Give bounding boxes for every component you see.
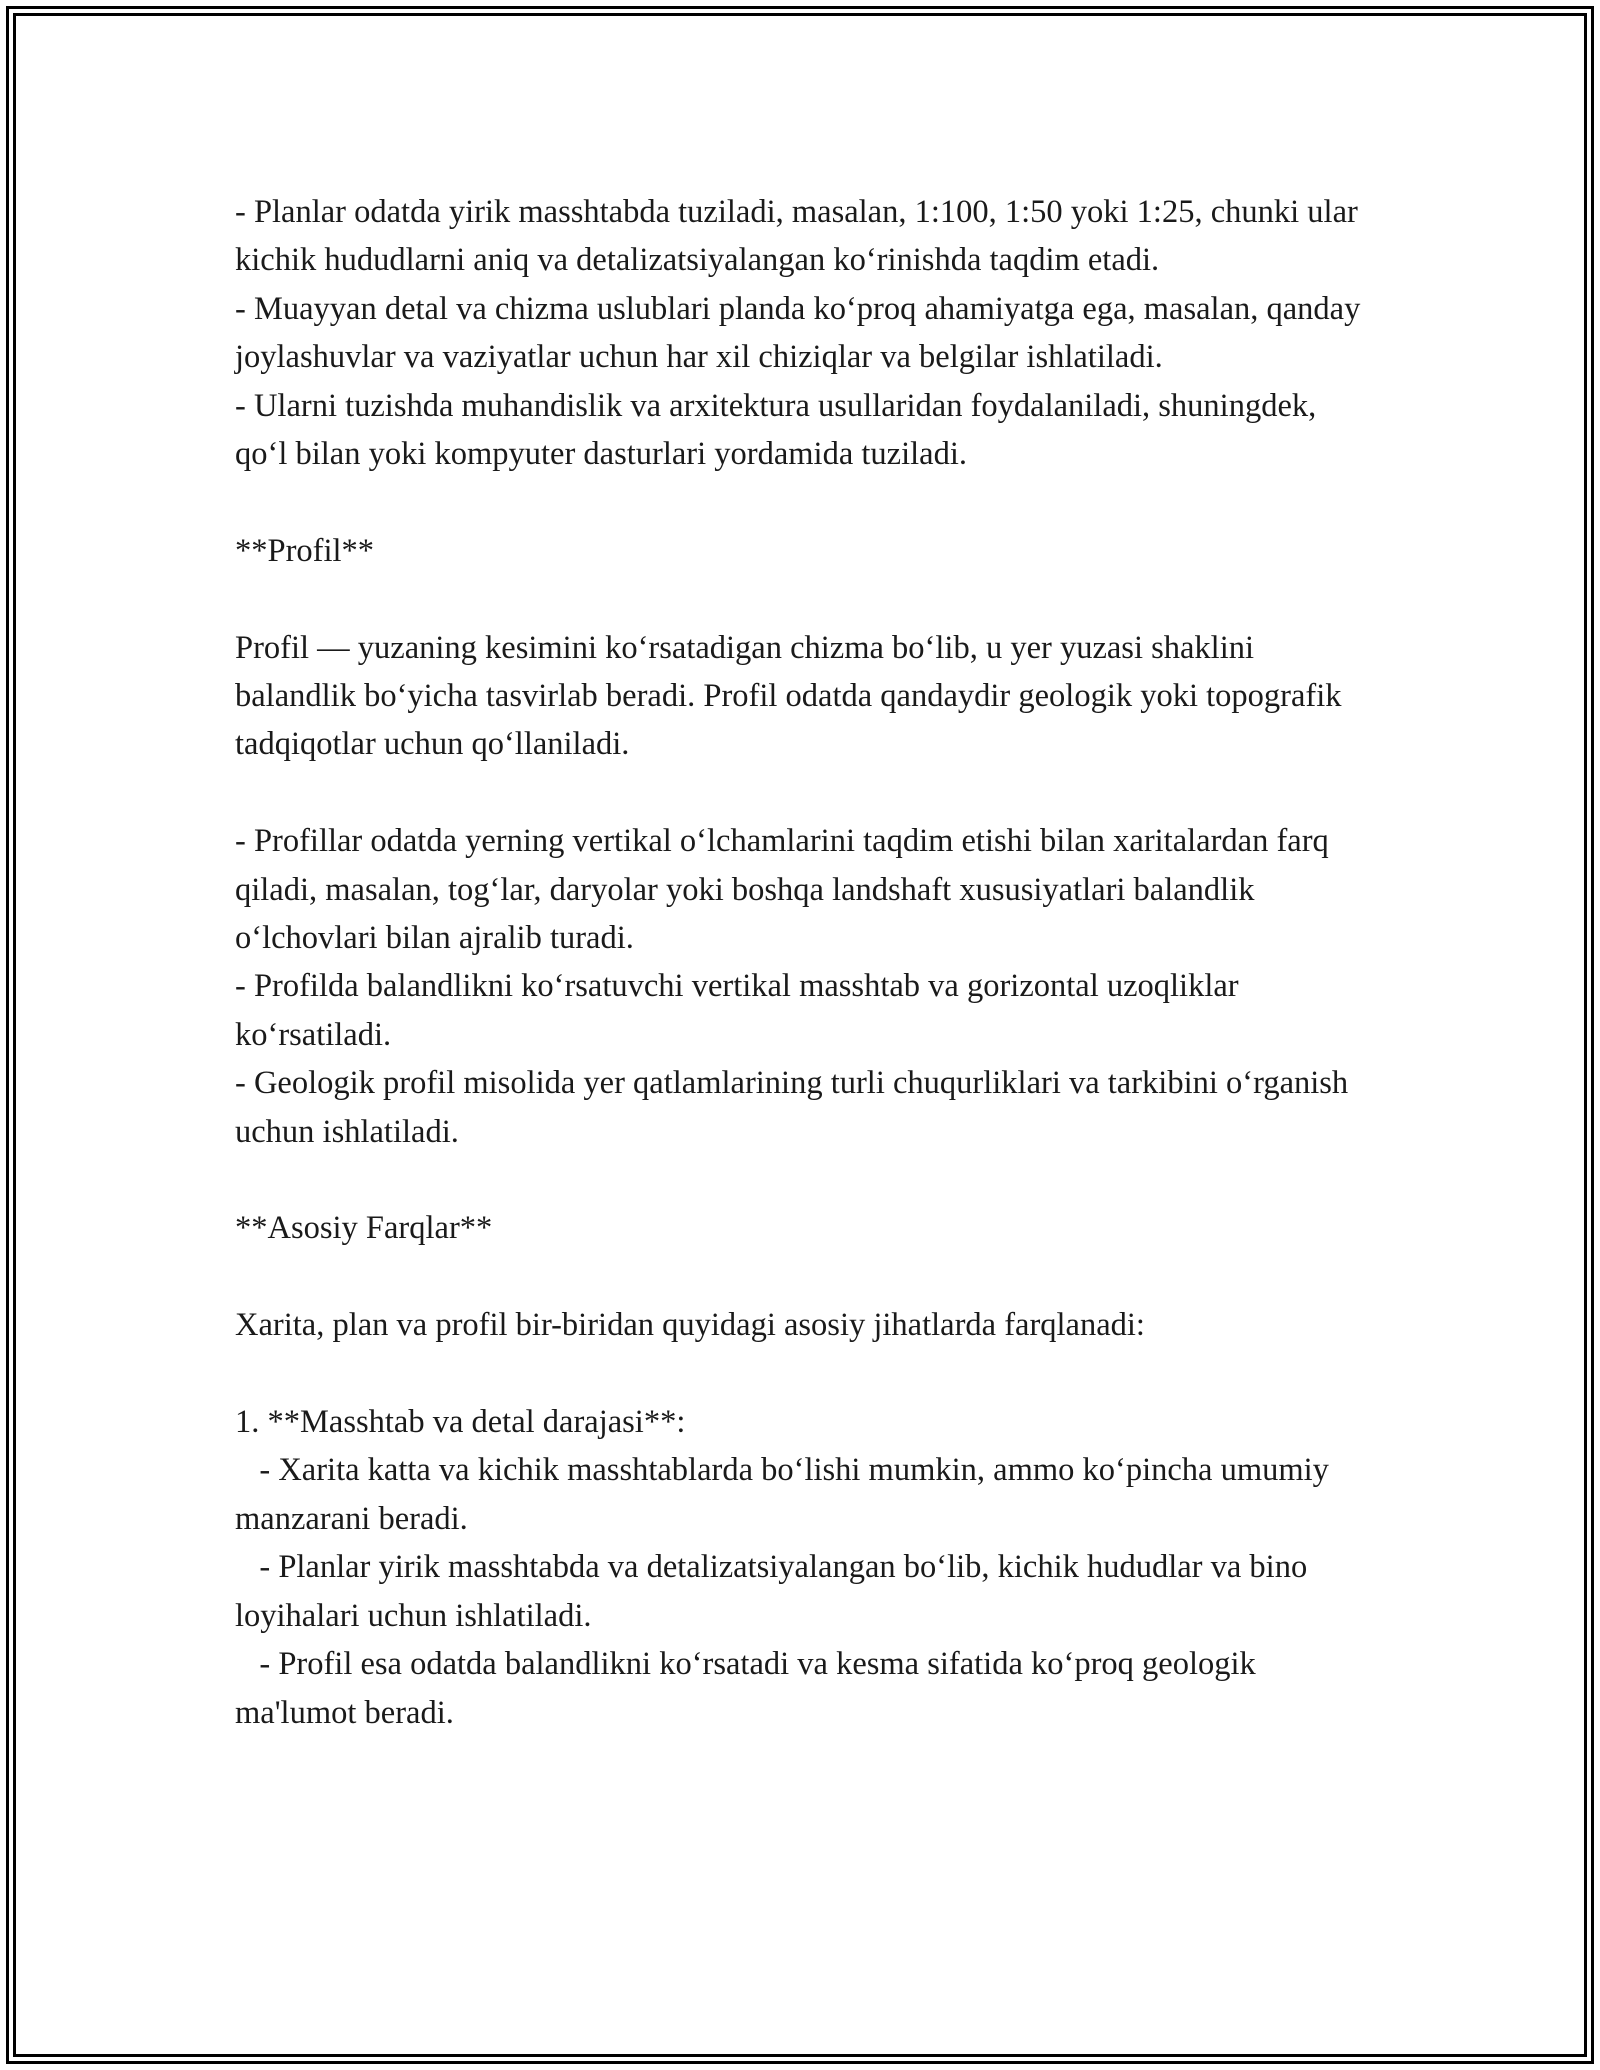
sub-bullet-profile: - Profil esa odatda balandlikni ko‘rsatadi va kesma sifatida ko‘proq geologik ma'lumot beradi. (235, 1646, 1264, 1731)
profil-definition: Profil — yuzaning kesimini ko‘rsatadigan chizma bo‘lib, u yer yuzasi shaklini balandlik bo‘yicha tasvirlab beradi. Profil odatda qandaydir geologik yoki topografik tadqiqotlar uchun qo‘llaniladi. (235, 629, 1350, 763)
profil-bullet-scale: - Profilda balandlikni ko‘rsatuvchi vertikal masshtab va gorizontal uzoqliklar ko‘rsatiladi. (235, 968, 1247, 1053)
sub-bullet-plan: - Planlar yirik masshtabda va detalizatsiyalangan bo‘lib, kichik hududlar va bino loyihalari uchun ishlatiladi. (235, 1549, 1316, 1634)
plan-bullet-methods: - Ularni tuzishda muhandislik va arxitektura usullaridan foydalaniladi, shuningdek, qo‘l bilan yoki kompyuter dasturlari yordamida tuziladi. (235, 387, 1325, 473)
section-heading-differences: **Asosiy Farqlar** (235, 1210, 493, 1247)
sub-bullet-map: - Xarita katta va kichik masshtablarda bo‘lishi mumkin, ammo ko‘pincha umumiy manzarani beradi. (235, 1452, 1338, 1537)
differences-intro: Xarita, plan va profil bir-biridan quyidagi asosiy jihatlarda farqlanadi: (235, 1307, 1145, 1344)
section-heading-profil: **Profil** (235, 532, 375, 569)
plan-bullet-scale: - Planlar odatda yirik masshtabda tuziladi, masalan, 1:100, 1:50 yoki 1:25, chunki ular kichik hududlarni aniq va detalizatsiyalangan ko‘rinishda taqdim etadi. (235, 194, 1366, 279)
profil-bullet-geology: - Geologik profil misolida yer qatlamlarining turli chuqurliklari va tarkibini o‘rganish uchun ishlatiladi. (235, 1065, 1357, 1150)
profil-bullet-vertical: - Profillar odatda yerning vertikal o‘lchamlarini taqdim etishi bilan xaritalardan farq qiladi, masalan, tog‘lar, daryolar yoki boshqa landshaft xususiyatlari balandlik o‘lchovlari bilan ajralib turadi. (235, 823, 1337, 957)
plan-bullet-details: - Muayyan detal va chizma uslublari planda ko‘proq ahamiyatga ega, masalan, qanday joylashuvlar va vaziyatlar uchun har xil chiziqlar va belgilar ishlatiladi. (235, 290, 1369, 376)
document-body (235, 188, 1375, 1737)
list-item-scale-detail: 1. **Masshtab va detal darajasi**: (235, 1404, 686, 1441)
